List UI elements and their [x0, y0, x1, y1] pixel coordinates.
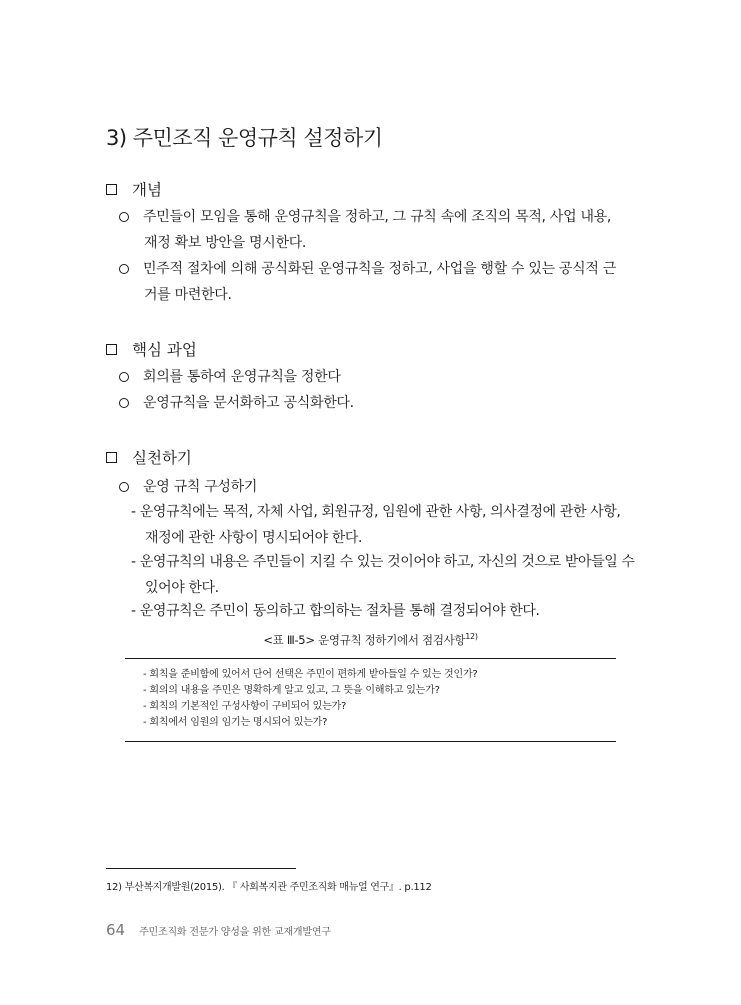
circle-bullet-icon	[119, 398, 129, 408]
practice-dash-item-1	[131, 499, 620, 551]
concept-heading	[106, 178, 162, 200]
concept-heading-label: 개념	[132, 181, 162, 199]
checklist-item: - 회칙에서 임원의 임기는 명시되어 있는가?	[143, 717, 328, 728]
concept-item-1-line2: 재정 확보 방안을 명시한다.	[144, 235, 307, 251]
footer-title: 주민조직화 전문가 양성을 위한 교재개발연구	[139, 927, 331, 938]
tasks-item-1-text: 회의를 통하여 운영규칙을 정한다	[143, 369, 341, 385]
concept-item-1-line1: 주민들이 모임을 통해 운영규칙을 정하고, 그 규칙 속에 조직의 목적, 사업 내용,	[143, 209, 612, 225]
footnote: 12) 부산복지개발원(2015). 『 사회복지관 주민조직화 매뉴얼 연구』. p.112	[106, 882, 432, 893]
table-top-rule	[125, 658, 616, 659]
checklist-item: - 회칙을 준비함에 있어서 단어 선택은 주민이 편하게 받아들일 수 있는 것인가?	[143, 669, 478, 680]
concept-item-1	[119, 204, 611, 256]
checklist	[143, 667, 478, 731]
concept-item-2	[119, 256, 616, 308]
concept-item-2-line2: 거를 마련한다.	[144, 287, 232, 303]
practice-item-text: 운영 규칙 구성하기	[143, 479, 258, 495]
circle-bullet-icon	[119, 482, 129, 492]
tasks-item-2	[119, 390, 354, 416]
footnote-rule	[106, 868, 296, 869]
practice-dash-item-3-line1: 운영규칙은 주민이 동의하고 합의하는 절차를 통해 결정되어야 한다.	[139, 603, 540, 619]
circle-bullet-icon	[119, 212, 129, 222]
footnote-ref: 12)	[465, 632, 478, 642]
practice-heading-label: 실천하기	[132, 449, 192, 467]
table-caption-text: <표 Ⅲ-5> 운영규칙 정하기에서 점검사항	[263, 633, 466, 647]
concept-item-2-line1: 민주적 절차에 의해 공식화된 운영규칙을 정하고, 사업을 행할 수 있는 공식적 근	[143, 261, 616, 277]
table-caption	[0, 632, 741, 648]
tasks-item-2-text: 운영규칙을 문서화하고 공식화한다.	[143, 395, 354, 411]
circle-bullet-icon	[119, 264, 129, 274]
practice-item	[119, 474, 257, 500]
practice-heading	[106, 446, 192, 468]
practice-dash-item-2-line1: 운영규칙의 내용은 주민들이 지킬 수 있는 것이어야 하고, 자신의 것으로 받아들일 수	[139, 554, 635, 570]
dash-mark: -	[131, 603, 140, 619]
square-bullet-icon	[106, 344, 117, 355]
practice-dash-item-1-line2: 재정에 관한 사항이 명시되어야 한다.	[145, 530, 363, 546]
square-bullet-icon	[106, 452, 117, 463]
practice-dash-item-2	[131, 549, 635, 601]
page-footer	[106, 921, 331, 939]
tasks-heading-label: 핵심 과업	[132, 341, 197, 359]
dash-mark: -	[131, 554, 140, 570]
dash-mark: -	[131, 504, 140, 520]
tasks-heading	[106, 338, 197, 360]
circle-bullet-icon	[119, 372, 129, 382]
practice-dash-item-2-line2: 있어야 한다.	[145, 580, 219, 596]
practice-dash-item-1-line1: 운영규칙에는 목적, 자체 사업, 회원규정, 임원에 관한 사항, 의사결정에 관한 사항,	[139, 504, 621, 520]
page-number: 64	[106, 921, 126, 939]
square-bullet-icon	[106, 184, 117, 195]
checklist-item: - 회칙의 기본적인 구성사항이 구비되어 있는가?	[143, 701, 347, 712]
section-title: 3) 주민조직 운영규칙 설정하기	[106, 126, 383, 150]
tasks-item-1	[119, 364, 341, 390]
checklist-item: - 회의의 내용을 주민은 명확하게 알고 있고, 그 뜻을 이해하고 있는가?	[143, 685, 440, 696]
table-bottom-rule	[125, 741, 616, 742]
practice-dash-item-3	[131, 598, 540, 624]
